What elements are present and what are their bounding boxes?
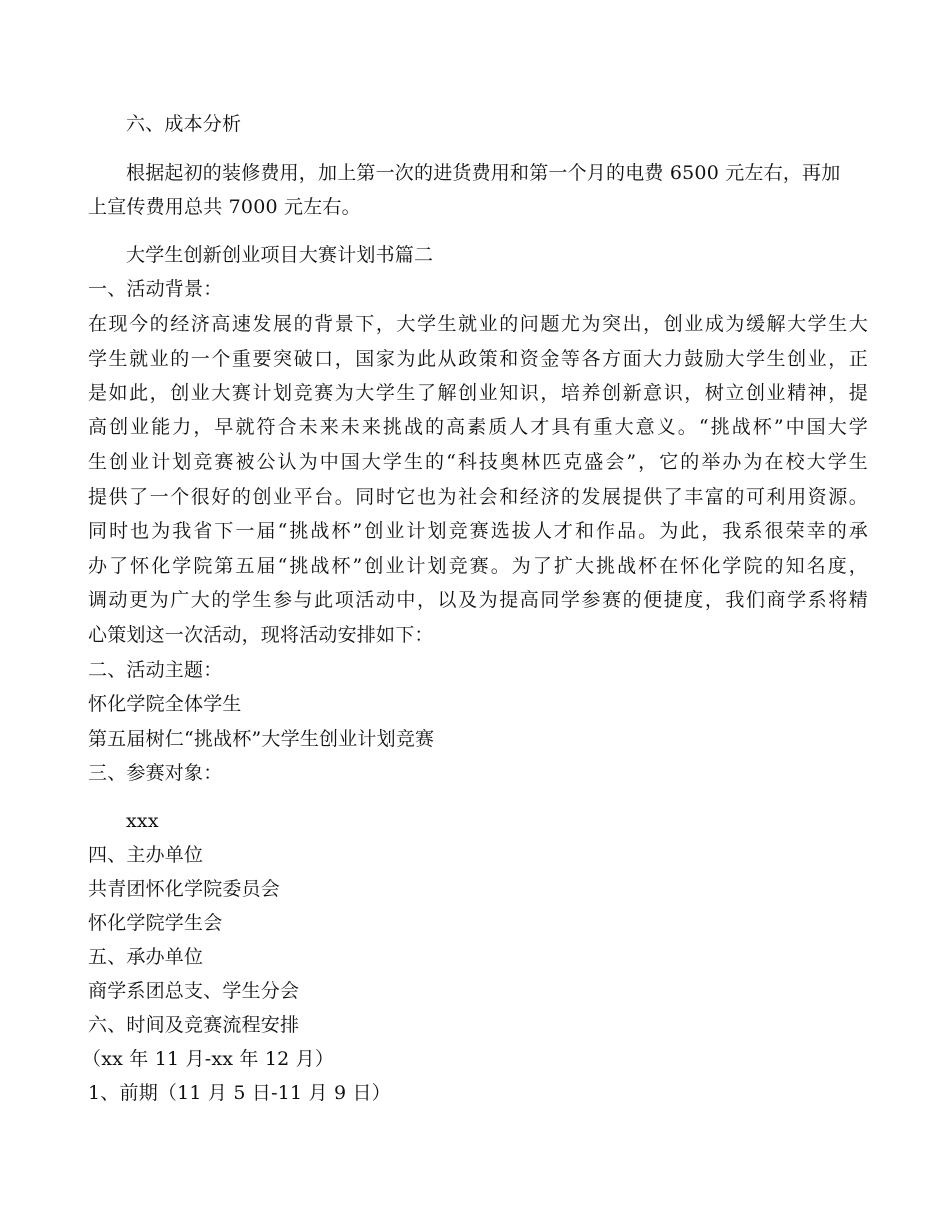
list-item: xxx [126, 810, 159, 832]
list-item: 商学系团总支、学生分会 [88, 980, 300, 1002]
list-item: （xx 年 11 月-xx 年 12 月） [82, 1048, 335, 1070]
document-subtitle: 大学生创新创业项目大赛计划书篇二 [126, 244, 434, 266]
paragraph-line: 高创业能力，早就符合未来未来挑战的高素质人才具有重大意义。“挑战杯”中国大学 [88, 416, 868, 438]
section-heading-organizer: 四、主办单位 [88, 844, 204, 866]
paragraph-line: 上宣传费用总共 7000 元左右。 [88, 196, 361, 218]
paragraph-line: 在现今的经济高速发展的背景下，大学生就业的问题尤为突出，创业成为缓解大学生大 [88, 313, 868, 335]
paragraph-line: 调动更为广大的学生参与此项活动中，以及为提高同学参赛的便捷度，我们商学系将精 [88, 589, 868, 611]
paragraph-line: 心策划这一次活动，现将活动安排如下： [88, 624, 434, 646]
section-heading-theme: 二、活动主题： [88, 659, 223, 681]
paragraph-line: 办了怀化学院第五届“挑战杯”创业计划竞赛。为了扩大挑战杯在怀化学院的知名度， [88, 555, 868, 577]
paragraph-line: 是如此，创业大赛计划竞赛为大学生了解创业知识，培养创新意识，树立创业精神，提 [88, 382, 868, 404]
paragraph-line: 学生就业的一个重要突破口，国家为此从政策和资金等各方面大力鼓励大学生创业，正 [88, 348, 868, 370]
paragraph-line: 提供了一个很好的创业平台。同时它也为社会和经济的发展提供了丰富的可利用资源。 [88, 486, 868, 508]
paragraph-line: 同时也为我省下一届“挑战杯”创业计划竞赛选拔人才和作品。为此，我系很荣幸的承 [88, 520, 868, 542]
list-item: 怀化学院全体学生 [88, 693, 242, 715]
section-heading-background: 一、活动背景： [88, 278, 223, 300]
list-item: 共青团怀化学院委员会 [88, 878, 281, 900]
list-item: 怀化学院学生会 [88, 912, 223, 934]
paragraph-line: 生创业计划竞赛被公认为中国大学生的“科技奥林匹克盛会”，它的举办为在校大学生 [88, 451, 868, 473]
list-item: 1、前期（11 月 5 日-11 月 9 日） [88, 1082, 391, 1104]
paragraph-line: 根据起初的装修费用，加上第一次的进货费用和第一个月的电费 6500 元左右，再加 [126, 162, 841, 184]
section-heading-schedule: 六、时间及竞赛流程安排 [88, 1014, 300, 1036]
section-heading-participants: 三、参赛对象： [88, 762, 223, 784]
section-heading-host: 五、承办单位 [88, 946, 204, 968]
section-heading-cost-analysis: 六、成本分析 [126, 113, 242, 135]
list-item: 第五届树仁“挑战杯”大学生创业计划竞赛 [88, 728, 435, 750]
